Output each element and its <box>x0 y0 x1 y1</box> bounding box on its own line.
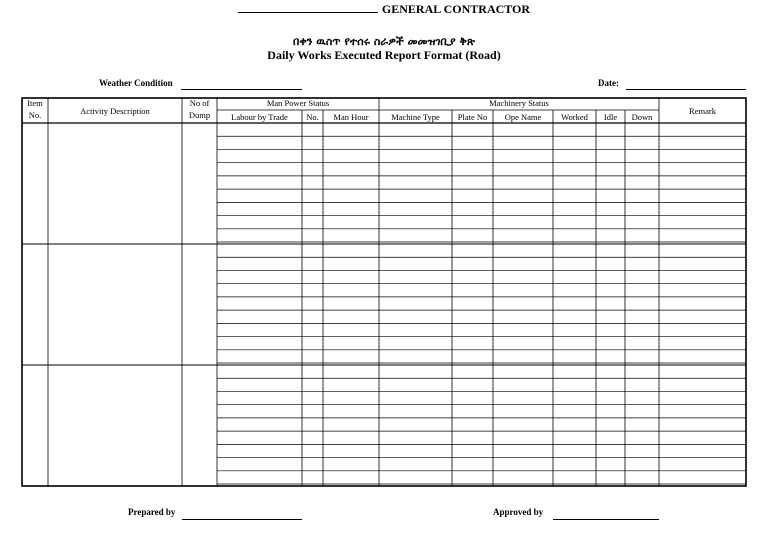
prepared-by-label: Prepared by <box>128 507 176 517</box>
sub-header: No. <box>306 112 319 122</box>
sub-header: Down <box>631 112 653 122</box>
weather-label: Weather Condition <box>99 78 173 88</box>
approved-by-field[interactable] <box>553 518 659 520</box>
sub-header: Idle <box>603 112 618 122</box>
prepared-by-field[interactable] <box>182 518 302 520</box>
manpower-status-header: Man Power Status <box>266 98 330 108</box>
sub-header: Labour by Trade <box>231 112 288 122</box>
item-no-header: No. <box>28 110 42 120</box>
company-title: GENERAL CONTRACTOR <box>381 2 531 16</box>
sub-header: Worked <box>561 112 588 122</box>
sub-header: Ope Name <box>504 112 542 122</box>
sub-header: Man Hour <box>333 112 369 122</box>
sub-header: Machine Type <box>391 112 440 122</box>
no-of-dump-header: Dump <box>188 110 211 120</box>
report-title: Daily Works Executed Report Format (Road) <box>267 48 501 62</box>
remark-header: Remark <box>689 106 716 116</box>
activity-description-header: Activity Description <box>80 106 150 116</box>
item-no-header: Item <box>27 98 43 108</box>
amharic-title: በቀን ዉስጥ የተሰሩ ስራዎች መመዝገቢያ ቅጽ <box>293 35 475 48</box>
sub-header: Plate No <box>457 112 488 122</box>
approved-by-label: Approved by <box>493 507 544 517</box>
machinery-status-header: Machinery Status <box>489 98 549 108</box>
table-frame <box>22 98 746 486</box>
date-label: Date: <box>598 78 619 88</box>
no-of-dump-header: No of <box>189 98 210 108</box>
